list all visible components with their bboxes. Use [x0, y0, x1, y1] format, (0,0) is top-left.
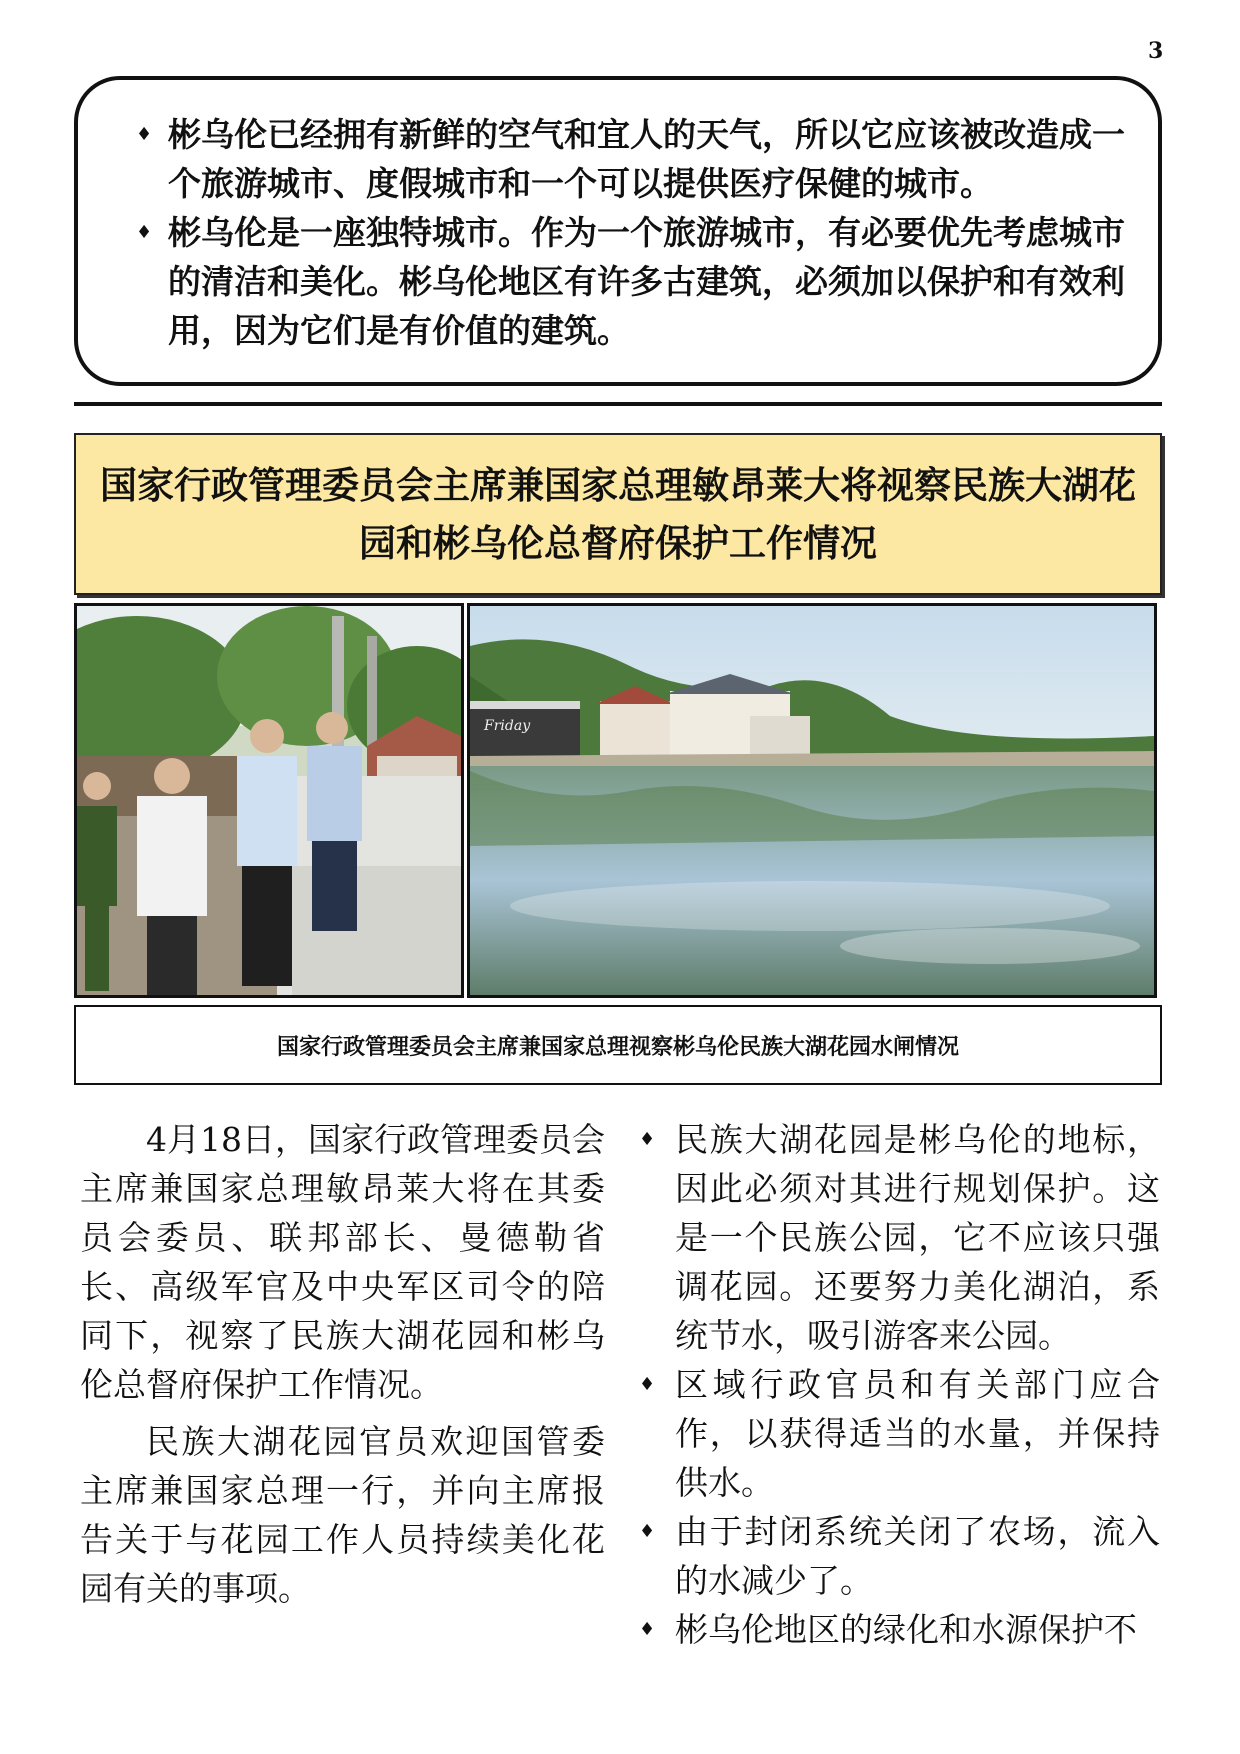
key-point-text: 彬乌伦是一座独特城市。作为一个旅游城市，有必要优先考虑城市的清洁和美化。彬乌伦地区有许多古建筑，必须加以保护和有效利用，因为它们是有价值的建筑。 [168, 213, 1125, 350]
photo-caption: 国家行政管理委员会主席兼国家总理视察彬乌伦民族大湖花园水闸情况 [276, 1033, 959, 1060]
key-points-list [136, 110, 1138, 355]
article-headline: 国家行政管理委员会主席兼国家总理敏昂莱大将视察民族大湖花园和彬乌伦总督府保护工作情况 [100, 463, 1136, 565]
diamond-bullet-icon: ♦ [136, 124, 153, 145]
key-point-item [136, 208, 1138, 355]
diamond-bullet-icon: ♦ [639, 1619, 656, 1640]
article-headline-box [74, 433, 1162, 595]
instruction-point [635, 1507, 1160, 1605]
article-body-left-column [80, 1115, 605, 1621]
officials-inspecting-illustration [77, 606, 461, 995]
instruction-point [635, 1360, 1160, 1507]
key-points-box [74, 76, 1162, 386]
key-point-text: 彬乌伦已经拥有新鲜的空气和宜人的天气，所以它应该被改造成一个旅游城市、度假城市和一个可以提供医疗保健的城市。 [168, 115, 1125, 203]
page-number: 3 [1148, 38, 1164, 64]
body-paragraph: 4月18日，国家行政管理委员会主席兼国家总理敏昂莱大将在其委员会委员、联邦部长、曼德勒省长、高级军官及中央军区司令的陪同下，视察了民族大湖花园和彬乌伦总督府保护工作情况。 [80, 1120, 605, 1404]
instruction-text: 彬乌伦地区的绿化和水源保护不 [675, 1610, 1137, 1649]
section-divider [74, 402, 1162, 406]
restaurant-sign: Friday [484, 718, 531, 734]
body-paragraph: 民族大湖花园官员欢迎国管委主席兼国家总理一行，并向主席报告关于与花园工作人员持续美化花园有关的事项。 [80, 1422, 605, 1608]
photo-caption-box [74, 1005, 1162, 1085]
lake-garden-illustration [470, 606, 1154, 995]
instruction-text: 民族大湖花园是彬乌伦的地标，因此必须对其进行规划保护。这是一个民族公园，它不应该只强调花园。还要努力美化湖泊，系统节水，吸引游客来公园。 [675, 1120, 1160, 1355]
article-body-right-column [635, 1115, 1160, 1654]
key-point-item [136, 110, 1138, 208]
instruction-point [635, 1115, 1160, 1360]
lake-photo [467, 603, 1157, 998]
instruction-point [635, 1605, 1160, 1654]
instruction-text: 区域行政官员和有关部门应合作，以获得适当的水量，并保持供水。 [675, 1365, 1160, 1502]
diamond-bullet-icon: ♦ [639, 1374, 656, 1395]
diamond-bullet-icon: ♦ [136, 222, 153, 243]
diamond-bullet-icon: ♦ [639, 1129, 656, 1150]
diamond-bullet-icon: ♦ [639, 1521, 656, 1542]
inspection-photo [74, 603, 464, 998]
instruction-text: 由于封闭系统关闭了农场，流入的水减少了。 [675, 1512, 1160, 1600]
